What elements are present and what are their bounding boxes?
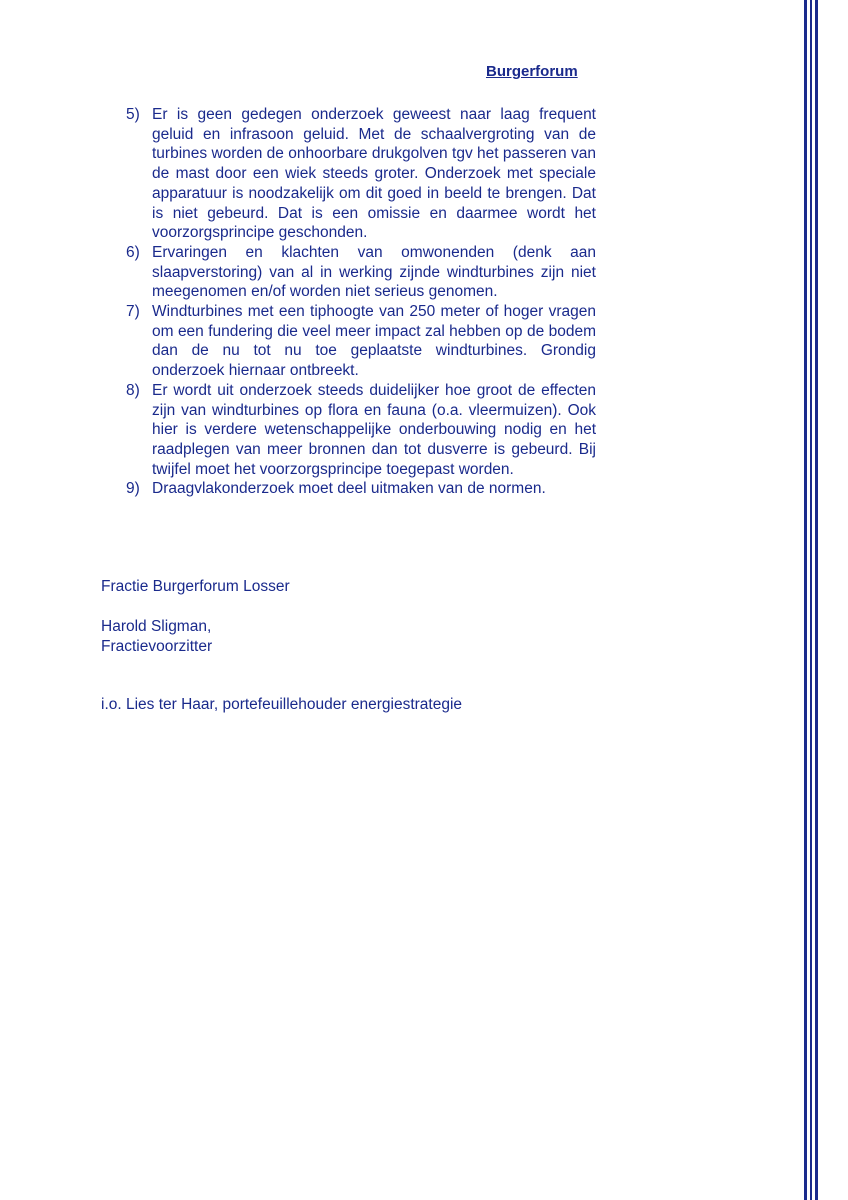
list-item-text: Er is geen gedegen onderzoek geweest naar laag frequent geluid en infrasoon geluid. Met de schaalvergroting van de turbines worden de onhoorbare drukgolven tgv het passeren van de mast door een wiek steeds groter. Onderzoek met speciale apparatuur is noodzakelijk om dit goed in beeld te brengen. Dat is niet gebeurd. Dat is een omissie en daarmee wordt het voorzorgsprincipe geschonden. — [152, 106, 596, 242]
list-item-number: 5) — [126, 106, 140, 123]
list-item — [126, 243, 596, 302]
list-item-number: 6) — [126, 243, 140, 261]
burgerforum-header-link[interactable]: Burgerforum — [486, 63, 578, 80]
page-border-decoration — [804, 0, 818, 1200]
signature-name: Harold Sligman, — [101, 618, 212, 635]
signature-role: Fractievoorzitter — [101, 638, 213, 655]
signature-cc: i.o. Lies ter Haar, portefeuillehouder energiestrategie — [101, 696, 463, 713]
signature-party: Fractie Burgerforum Losser — [101, 578, 290, 595]
list-item — [126, 105, 596, 243]
list-item — [126, 381, 596, 480]
border-line — [815, 0, 818, 1200]
numbered-list — [126, 105, 596, 499]
list-item-number: 7) — [126, 303, 140, 321]
list-item — [126, 302, 596, 381]
border-line — [804, 0, 807, 1200]
list-item-number: 9) — [126, 480, 140, 498]
list-item-text: Windturbines met een tiphoogte van 250 meter of hoger vragen om een fundering die veel meer impact zal hebben op de bodem dan de nu tot nu toe geplaatste windturbines. Grondig onderzoek hiernaar ontbreekt. — [152, 303, 596, 380]
list-item-text: Draagvlakonderzoek moet deel uitmaken van de normen. — [152, 480, 546, 498]
list-item-text: Er wordt uit onderzoek steeds duidelijker hoe groot de effecten zijn van windturbines op flora en fauna (o.a. vleermuizen). Ook hier is verdere wetenschappelijke onderbouwing nodig en het raadplegen van meer bronnen dan tot dusverre is gebeurd. Bij twijfel moet het voorzorgsprincipe toegepast worden. — [152, 381, 596, 478]
list-item-number: 8) — [126, 381, 140, 399]
border-line — [810, 0, 812, 1200]
list-item-text: Ervaringen en klachten van omwonenden (denk aan slaapverstoring) van al in werking zijnde windturbines zijn niet meegenomen en/of worden niet serieus genomen. — [152, 243, 596, 301]
list-item — [126, 479, 596, 499]
